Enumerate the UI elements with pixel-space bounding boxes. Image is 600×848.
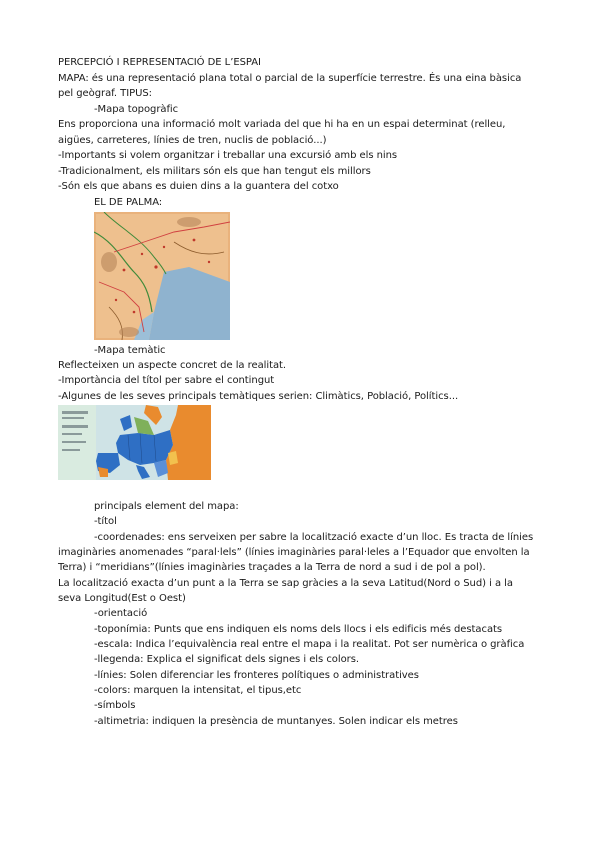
- element-orientacio: -orientació: [94, 608, 148, 619]
- element-colors: -colors: marquen la intensitat, el tipus,etc: [94, 685, 302, 696]
- element-titol: -títol: [94, 516, 117, 527]
- topographic-map-heading: -Mapa topogràfic: [94, 104, 179, 115]
- thematic-bullet-1: -Importància del títol per sabre el contingut: [58, 375, 275, 386]
- element-simbols: -símbols: [94, 700, 136, 711]
- localitzacio-line-1: La localització exacta d’un punt a la Terra se sap gràcies a la seva Latitud(Nord o Sud) i a la: [58, 578, 513, 589]
- map-elements-heading: principals element del mapa:: [94, 501, 239, 512]
- topographic-bullet-2: -Tradicionalment, els militars són els que han tengut els millors: [58, 166, 371, 177]
- thematic-description: Reflecteixen un aspecte concret de la realitat.: [58, 360, 287, 371]
- mapa-definition-line-2: pel geògraf. TIPUS:: [58, 88, 152, 99]
- palma-map-caption: EL DE PALMA:: [94, 197, 163, 208]
- element-linies: -línies: Solen diferenciar les fronteres polítiques o administratives: [94, 670, 419, 681]
- localitzacio-line-2: seva Longitud(Est o Oest): [58, 593, 186, 604]
- element-escala: -escala: Indica l’equivalència real entre el mapa i la realitat. Pot ser numèrica o gràfica: [94, 639, 525, 650]
- mapa-definition-line-1: MAPA: és una representació plana total o parcial de la superfície terrestre. És una eina bàsica: [58, 73, 522, 84]
- element-coordenades-line-1: -coordenades: ens serveixen per sabre la localització exacte d’un lloc. Es tracta de línies: [94, 532, 534, 543]
- topographic-description-line-1: Ens proporciona una informació molt variada del que hi ha en un espai determinat (relleu,: [58, 119, 506, 130]
- element-altimetria: -altimetria: indiquen la presència de muntanyes. Solen indicar els metres: [94, 716, 458, 727]
- palma-topographic-map-image: [94, 212, 230, 340]
- element-toponimia: -toponímia: Punts que ens indiquen els noms dels llocs i els edificis més destacats: [94, 624, 503, 635]
- topographic-description-line-2: aigües, carreteres, línies de tren, nuclis de població...): [58, 135, 327, 146]
- element-coordenades-line-2: imaginàries anomenades “paral·lels” (línies imaginàries paral·leles a l’Equador que envolten la: [58, 547, 530, 558]
- thematic-bullet-2: -Algunes de les seves principals temàtiques serien: Climàtics, Població, Polítics...: [58, 391, 459, 402]
- page-title: PERCEPCIÓ I REPRESENTACIÓ DE L’ESPAI: [58, 57, 261, 68]
- element-coordenades-line-3: Terra) i “meridians”(línies imaginàries traçades a la Terra de nord a sud i de pol a pol).: [58, 562, 486, 573]
- europe-thematic-map-image: [58, 405, 211, 480]
- topographic-bullet-1: -Importants si volem organitzar i treballar una excursió amb els nins: [58, 150, 398, 161]
- thematic-map-heading: -Mapa temàtic: [94, 345, 166, 356]
- topographic-bullet-3: -Són els que abans es duien dins a la guantera del cotxo: [58, 181, 339, 192]
- element-llegenda: -llegenda: Explica el significat dels signes i els colors.: [94, 654, 359, 665]
